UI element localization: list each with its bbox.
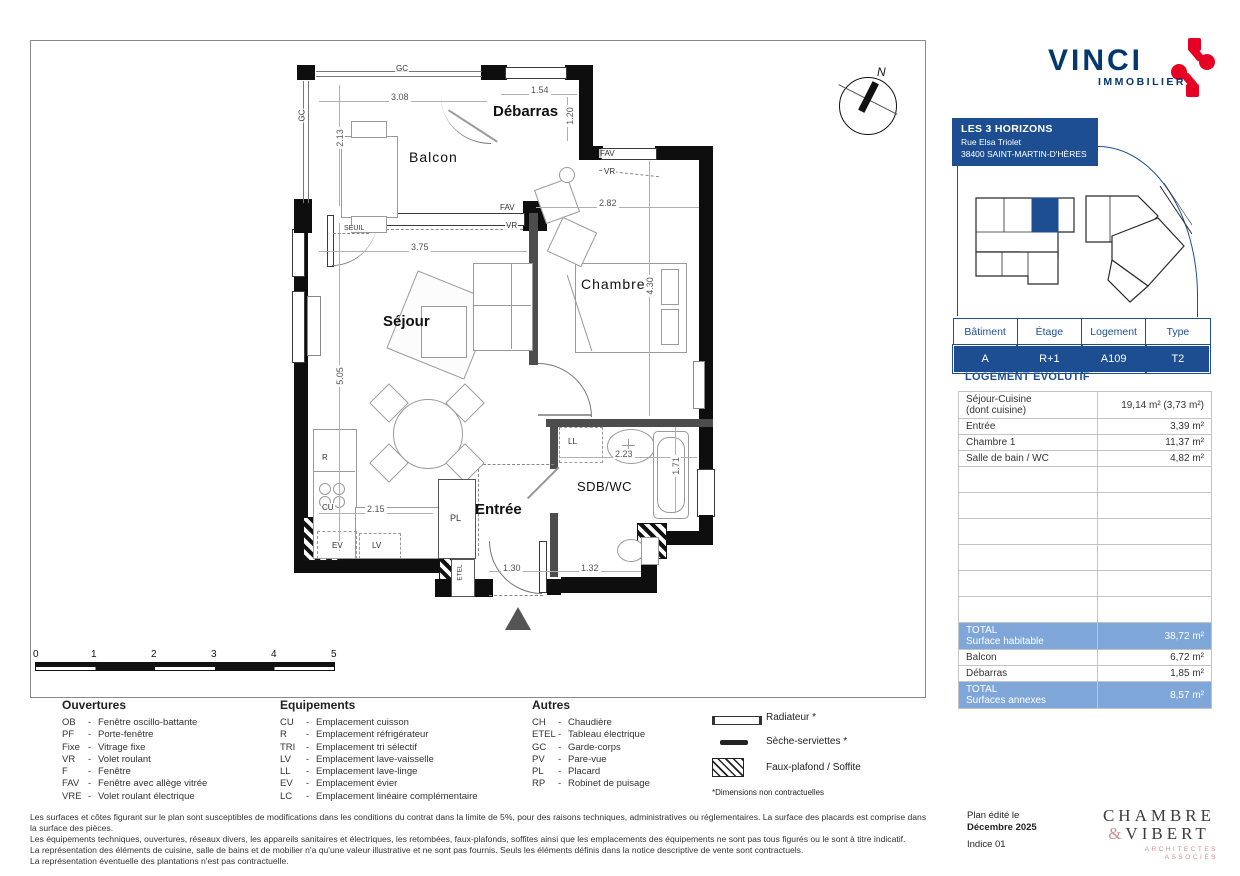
legend-label: Fenêtre avec allège vitrée <box>98 778 208 790</box>
legend-item <box>532 717 650 729</box>
wall <box>579 65 593 155</box>
legend-sep <box>558 766 568 778</box>
legend-item <box>62 791 207 803</box>
area-label: Séjour-Cuisine <box>966 394 1032 405</box>
legend-item <box>532 742 650 754</box>
legend-sep <box>306 778 316 790</box>
area-empty-row <box>959 571 1212 597</box>
tag-ev: EV <box>332 541 343 550</box>
legend-sep <box>88 754 98 766</box>
area-value: 11,37 m² <box>1098 435 1212 451</box>
area-empty-row <box>959 597 1212 623</box>
areas-table <box>958 391 1212 709</box>
key-plan <box>962 180 1192 310</box>
legend-sep <box>306 766 316 778</box>
disclaimer <box>30 812 930 867</box>
door-leaf-sdb <box>527 467 559 499</box>
scale-tick: 5 <box>331 649 337 660</box>
legend-abbr: PV <box>532 753 545 765</box>
legend-label: Robinet de puisage <box>568 778 650 790</box>
wall <box>294 199 312 233</box>
value-type: T2 <box>1146 345 1210 373</box>
legend-label: Emplacement linéaire complémentaire <box>316 790 478 802</box>
compass-circle <box>839 77 897 135</box>
indice: Indice 01 <box>967 839 1006 850</box>
dim-label: 3.08 <box>391 92 409 102</box>
legend-abbr: CH <box>532 717 546 728</box>
total-value: 38,72 m² <box>1098 623 1212 650</box>
legend-item <box>280 778 478 790</box>
legend-label: Placard <box>568 766 601 778</box>
annexe-label: Balcon <box>959 650 1098 666</box>
legend-abbr: OB <box>62 717 76 728</box>
legend-sep <box>306 729 316 741</box>
area-empty-row <box>959 519 1212 545</box>
dim-label: 5.05 <box>334 367 345 385</box>
legend-title: Ouvertures <box>62 698 127 712</box>
value-etage: R+1 <box>1017 345 1081 373</box>
dim-label: 2.15 <box>367 504 385 514</box>
furniture-sofa-line <box>511 263 512 349</box>
legend-abbr: TRI <box>280 741 296 753</box>
tag-gc-left: GC <box>297 109 307 122</box>
legend-abbr: Fixe <box>62 741 80 753</box>
towel-dryer-symbol <box>720 740 748 745</box>
scale-tick: 3 <box>211 649 217 660</box>
header-etage: Étage <box>1017 319 1081 346</box>
legend-abbr: RP <box>532 778 546 790</box>
project-address-box <box>952 118 1098 166</box>
empty-cell <box>1098 467 1212 493</box>
legend-label: Porte-fenêtre <box>98 729 154 741</box>
area-row <box>959 451 1212 467</box>
scale-tick: 1 <box>91 649 97 660</box>
legend-item <box>532 766 650 778</box>
legend-abbr: F <box>62 766 68 778</box>
partition-entree-sdb <box>550 419 558 469</box>
legend-label: Pare-vue <box>568 753 607 765</box>
annexe-row <box>959 666 1212 682</box>
legend-sep <box>558 717 568 729</box>
annexe-label: Débarras <box>959 666 1098 682</box>
vinci-logo-subtitle: IMMOBILIER <box>1098 76 1186 88</box>
legend-abbr: FAV <box>62 778 80 790</box>
room-chambre: Chambre <box>581 276 646 292</box>
architect-sub-2: ASSOCIÉS <box>1164 854 1218 861</box>
legend-sep <box>88 717 98 729</box>
symbols-footnote: *Dimensions non contractuelles <box>712 788 825 797</box>
legend-item <box>62 742 207 754</box>
dim-line <box>339 223 340 551</box>
scale-bar-segments <box>35 666 335 671</box>
legend-label: Emplacement cuisson <box>316 717 409 728</box>
entrance-arrow <box>505 607 531 630</box>
furniture-sofa <box>473 263 533 351</box>
furniture-chair <box>547 217 597 267</box>
legend-sep <box>306 791 316 803</box>
dim-label: 1.71 <box>670 457 681 475</box>
tag-fav-chambre: FAV <box>600 149 615 158</box>
empty-cell <box>959 571 1098 597</box>
furniture-sofa-line <box>473 305 531 306</box>
area-label: Entrée <box>959 419 1098 435</box>
legend-item <box>280 729 478 741</box>
empty-cell <box>1098 519 1212 545</box>
project-name: LES 3 HORIZONS <box>961 123 1053 135</box>
architect-sub-1: ARCHITECTES <box>1144 846 1218 853</box>
legend-label: Garde-corps <box>568 741 621 753</box>
dim-label: 1.30 <box>503 563 521 573</box>
vr-dash-sejour <box>381 229 523 230</box>
legend-item <box>532 729 650 741</box>
empty-cell <box>1098 597 1212 623</box>
empty-cell <box>959 467 1098 493</box>
legend-sep <box>88 766 98 778</box>
furniture-balcony-chair <box>351 121 387 138</box>
area-value: 19,14 m² (3,73 m²) <box>1098 392 1212 419</box>
legend-label: Fenêtre <box>98 766 131 778</box>
project-street: Rue Elsa Triolet <box>961 137 1021 147</box>
ceiling-light <box>559 167 575 183</box>
legend-sep <box>558 754 568 766</box>
partition-entree-sdb <box>550 513 558 577</box>
legend-abbr: VRE <box>62 790 82 802</box>
legend-sep <box>88 729 98 741</box>
edited-label: Plan édité le <box>967 810 1020 821</box>
legend-sep <box>306 717 316 729</box>
dim-label: 2.23 <box>615 449 633 459</box>
area-value: 4,82 m² <box>1098 451 1212 467</box>
legend-sep <box>88 742 98 754</box>
area-label2: (dont cuisine) <box>966 405 1027 416</box>
architect-ampersand: & <box>1108 824 1126 843</box>
tag-etel: ETEL <box>456 564 464 581</box>
value-batiment: A <box>953 345 1017 373</box>
legend-label: Emplacement évier <box>316 778 398 790</box>
radiator-label: Radiateur * <box>766 712 817 723</box>
unit-table-value-row <box>953 345 1210 373</box>
hob-burner <box>319 483 331 495</box>
legend-abbr: EV <box>280 778 293 790</box>
header-batiment: Bâtiment <box>953 319 1017 346</box>
compass <box>837 65 907 135</box>
legend-abbr: R <box>280 729 287 741</box>
unit-table-header-row <box>953 319 1210 346</box>
legend-abbr: LL <box>280 766 291 778</box>
legend-sep <box>558 742 568 754</box>
legend-abbr: PL <box>532 766 544 778</box>
legend-sep <box>88 778 98 790</box>
window <box>292 229 305 277</box>
window <box>505 67 567 79</box>
legend-label: Volet roulant <box>98 753 151 765</box>
empty-cell <box>1098 571 1212 597</box>
annexe-value: 1,85 m² <box>1098 666 1212 682</box>
total-value: 8,57 m² <box>1098 682 1212 709</box>
tag-ll: LL <box>568 437 577 446</box>
architect-logo <box>1100 806 1218 862</box>
dim-label: 4.30 <box>644 277 655 295</box>
annexe-row <box>959 650 1212 666</box>
washbasin-cross <box>622 445 635 446</box>
value-logement: A109 <box>1082 345 1146 373</box>
legend-label: Vitrage fixe <box>98 741 146 753</box>
unit-table <box>952 318 1211 374</box>
architect-name-2: VIBERT <box>1125 824 1210 843</box>
empty-cell <box>1098 493 1212 519</box>
legend-title: Equipements <box>280 698 356 712</box>
tag-cu: CU <box>322 503 334 512</box>
false-ceiling-symbol <box>712 758 744 777</box>
tag-lv: LV <box>372 541 382 550</box>
partition-chambre-sdb <box>546 419 713 427</box>
legend-label: Emplacement tri sélectif <box>316 741 417 753</box>
plan-frame <box>30 40 926 698</box>
legend-abbr: VR <box>62 753 76 765</box>
legend-label: Fenêtre oscillo-battante <box>98 717 198 728</box>
area-empty-row <box>959 493 1212 519</box>
legend-item <box>280 754 478 766</box>
tag-gc-top: GC <box>396 64 408 73</box>
legend-abbr: LV <box>280 753 291 765</box>
room-sdb: SDB/WC <box>577 479 632 494</box>
door-arc-chambre <box>538 363 592 417</box>
empty-cell <box>959 493 1098 519</box>
legend-item <box>532 778 650 790</box>
header-type: Type <box>1146 319 1210 346</box>
room-debarras: Débarras <box>493 103 559 120</box>
area-row <box>959 392 1212 419</box>
total-annexes-row <box>959 682 1212 709</box>
legend-label: Emplacement réfrigérateur <box>316 729 429 741</box>
scale-tick: 0 <box>33 649 39 660</box>
tag-seuil: SEUIL <box>344 225 365 232</box>
dim-label: 1.54 <box>531 85 549 95</box>
legend-label: Emplacement lave-linge <box>316 766 418 778</box>
edited-date: Décembre 2025 <box>967 822 1037 833</box>
total-label: TOTAL <box>966 625 998 636</box>
tag-vr-balcon: VR <box>506 221 518 230</box>
scale-tick: 4 <box>271 649 277 660</box>
legend-label: Emplacement lave-vaisselle <box>316 753 434 765</box>
legend-ouvertures <box>62 698 207 803</box>
window <box>697 469 715 517</box>
legend-sep <box>88 791 98 803</box>
legend-title: Autres <box>532 698 571 712</box>
legend-abbr: ETEL <box>532 729 556 741</box>
area-value: 3,39 m² <box>1098 419 1212 435</box>
scale-bar <box>33 649 343 681</box>
empty-cell <box>959 597 1098 623</box>
tag-fav-balcon: FAV <box>500 203 515 212</box>
faux-plafond-dash <box>478 464 554 465</box>
false-ceiling-label: Faux-plafond / Soffite <box>766 762 861 773</box>
area-label: Chambre 1 <box>959 435 1098 451</box>
key-plan-highlighted-unit <box>1032 198 1058 232</box>
total-habitable-row <box>959 623 1212 650</box>
logement-evolutif-label: LOGEMENT ÉVOLUTIF <box>965 371 1090 383</box>
legend-item <box>62 729 207 741</box>
legend-sep <box>558 729 568 741</box>
legend-item <box>532 754 650 766</box>
legend-label: Chaudière <box>568 717 612 728</box>
garde-corps-left <box>303 81 309 203</box>
empty-cell <box>959 519 1098 545</box>
tag-vr-chambre: VR <box>604 167 616 176</box>
wall <box>561 577 657 593</box>
legend-abbr: PF <box>62 729 75 741</box>
legend-abbr: CU <box>280 717 294 728</box>
tag-r: R <box>322 453 328 462</box>
dim-label: 3.75 <box>411 242 429 252</box>
project-city: 38400 SAINT-MARTIN-D'HÈRES <box>961 149 1087 159</box>
compass-north-label: N <box>877 65 886 79</box>
area-label: Salle de bain / WC <box>959 451 1098 467</box>
furniture-pillow <box>661 269 679 305</box>
window <box>292 291 305 363</box>
door-arc-debarras <box>441 97 491 144</box>
disclaimer-line: La représentation éventuelle des plantations n'est pas contractuelle. <box>30 856 289 866</box>
panel-left-line <box>957 166 958 316</box>
area-row <box>959 419 1212 435</box>
room-balcon: Balcon <box>409 149 458 165</box>
wc-tank <box>641 537 659 565</box>
legend-item <box>62 766 207 778</box>
legend-abbr: GC <box>532 741 547 753</box>
legend-item <box>280 742 478 754</box>
area-row <box>959 435 1212 451</box>
dim-label: 1.20 <box>564 107 575 125</box>
wall <box>481 65 507 80</box>
legend-label: Tableau électrique <box>568 729 646 741</box>
legend-item <box>62 717 207 729</box>
dim-label: 2.82 <box>599 198 617 208</box>
disclaimer-line: La représentation des éléments de cuisine, salle de bains et de mobilier n'a qu'une valeur illustrative et ne sont pas fournis. Seuls les éléments définis dans la notice descriptive de vente sont contractuels. <box>30 845 804 855</box>
kitchen-counter-line <box>313 471 355 472</box>
total-label: TOTAL <box>966 684 998 695</box>
legend-autres <box>532 698 650 791</box>
radiator-symbol <box>712 716 762 725</box>
wall <box>297 65 315 80</box>
area-empty-row <box>959 545 1212 571</box>
disclaimer-line: Les équipements techniques, ouvertures, réseaux divers, les appareils sanitaires et électriques, les retombées, faux-plafonds, soffites ainsi que les emplacements des équipements ne sont pas tous figurés ou le sont à titre indicatif. <box>30 834 906 844</box>
radiator <box>307 296 321 356</box>
radiator <box>693 361 705 409</box>
empty-cell <box>959 545 1098 571</box>
legend-item <box>280 766 478 778</box>
annexe-value: 6,72 m² <box>1098 650 1212 666</box>
legend-abbr: LC <box>280 790 293 802</box>
disclaimer-line: Les surfaces et côtes figurant sur le plan sont susceptibles de modifications dans les conditions du contrat dans la limite de 5%, pour des raisons techniques, administratives ou réglementaires. La surface des placards est comprise dans la surface des pièces. <box>30 812 927 833</box>
legend-equipements <box>280 698 478 803</box>
towel-dryer-label: Sèche-serviettes * <box>766 736 848 747</box>
header-logement: Logement <box>1082 319 1146 346</box>
legend-sep <box>558 778 568 790</box>
total-label2: Surfaces annexes <box>966 695 1047 706</box>
architect-name-1: CHAMBRE <box>1102 806 1216 825</box>
threshold-dash <box>489 595 543 596</box>
wall <box>547 579 561 595</box>
dim-label: 2.13 <box>334 129 345 147</box>
legend-item <box>280 791 478 803</box>
tag-pl: PL <box>450 513 462 523</box>
total-label2: Surface habitable <box>966 636 1044 647</box>
room-sejour: Séjour <box>383 313 430 330</box>
furniture-pillow <box>661 309 679 345</box>
vinci-logo-text: VINCI <box>1048 44 1144 77</box>
scale-tick: 2 <box>151 649 157 660</box>
plan-edit-info <box>967 810 1037 850</box>
legend-sep <box>306 754 316 766</box>
room-entree: Entrée <box>475 501 522 518</box>
legend-item <box>280 717 478 729</box>
dim-label: 1.32 <box>581 563 599 573</box>
legend-label: Volet roulant électrique <box>98 790 195 802</box>
legend-item <box>62 754 207 766</box>
area-empty-row <box>959 467 1212 493</box>
empty-cell <box>1098 545 1212 571</box>
vinci-logo-mark <box>1166 38 1222 98</box>
legend-item <box>62 778 207 790</box>
legend-sep <box>306 742 316 754</box>
furniture-balcony-table <box>341 136 398 218</box>
